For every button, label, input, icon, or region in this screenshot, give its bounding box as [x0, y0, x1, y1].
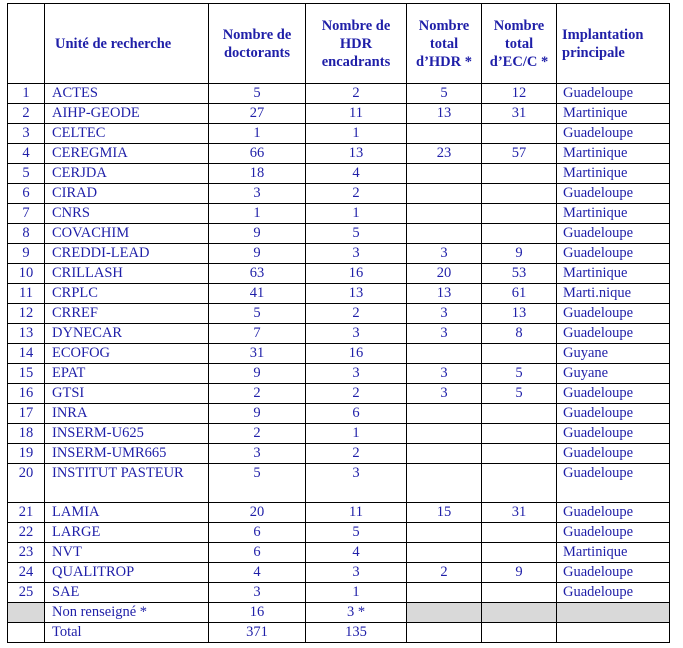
row-total-hdr: 20	[407, 264, 482, 284]
header-doctorants: Nombre de doctorants	[209, 4, 306, 84]
row-unit: ECOFOG	[45, 344, 209, 364]
row-unit: NVT	[45, 543, 209, 563]
row-hdr-encadrants: 11	[306, 104, 407, 124]
row-hdr-encadrants: 4	[306, 164, 407, 184]
row-hdr-encadrants: 16	[306, 264, 407, 284]
summary-row	[8, 603, 670, 623]
row-index: 13	[8, 324, 45, 344]
row-implantation: Guadeloupe	[557, 503, 670, 523]
row-implantation: Martinique	[557, 264, 670, 284]
row-total-ec	[482, 404, 557, 424]
row-total-hdr	[407, 424, 482, 444]
row-implantation: Guadeloupe	[557, 84, 670, 104]
summary-total-ec	[482, 623, 557, 643]
row-implantation: Guadeloupe	[557, 184, 670, 204]
row-doctorants: 20	[209, 503, 306, 523]
row-unit: CRPLC	[45, 284, 209, 304]
row-total-hdr	[407, 344, 482, 364]
table-row	[8, 104, 670, 124]
row-total-hdr: 13	[407, 284, 482, 304]
row-unit: CELTEC	[45, 124, 209, 144]
row-total-hdr: 3	[407, 364, 482, 384]
row-implantation: Martinique	[557, 104, 670, 124]
header-row	[8, 4, 670, 84]
row-implantation: Guyane	[557, 344, 670, 364]
row-doctorants: 9	[209, 244, 306, 264]
row-hdr-encadrants: 3	[306, 464, 407, 503]
summary-hdr-encadrants: 3 *	[306, 603, 407, 623]
row-implantation: Guadeloupe	[557, 304, 670, 324]
row-index: 16	[8, 384, 45, 404]
row-implantation: Martinique	[557, 144, 670, 164]
row-doctorants: 2	[209, 384, 306, 404]
row-hdr-encadrants: 2	[306, 184, 407, 204]
row-total-ec	[482, 164, 557, 184]
row-total-ec	[482, 543, 557, 563]
row-doctorants: 5	[209, 84, 306, 104]
row-implantation: Guyane	[557, 364, 670, 384]
table-row	[8, 384, 670, 404]
header-total-hdr: Nombre total d’HDR *	[407, 4, 482, 84]
row-index: 4	[8, 144, 45, 164]
row-index: 2	[8, 104, 45, 124]
row-implantation: Guadeloupe	[557, 224, 670, 244]
table-row	[8, 464, 670, 503]
row-hdr-encadrants: 6	[306, 404, 407, 424]
row-index: 18	[8, 424, 45, 444]
table-row	[8, 164, 670, 184]
row-total-hdr	[407, 224, 482, 244]
summary-doctorants: 371	[209, 623, 306, 643]
row-total-ec	[482, 204, 557, 224]
row-total-ec: 53	[482, 264, 557, 284]
row-unit: CRILLASH	[45, 264, 209, 284]
row-total-ec: 61	[482, 284, 557, 304]
row-unit: ACTES	[45, 84, 209, 104]
table-row	[8, 324, 670, 344]
row-doctorants: 9	[209, 364, 306, 384]
table-row	[8, 144, 670, 164]
table-row	[8, 184, 670, 204]
row-implantation: Martinique	[557, 164, 670, 184]
row-total-ec	[482, 424, 557, 444]
table-row	[8, 304, 670, 324]
header-unit: Unité de recherche	[45, 4, 209, 84]
table-row	[8, 444, 670, 464]
row-unit: INRA	[45, 404, 209, 424]
row-total-hdr: 15	[407, 503, 482, 523]
row-index: 14	[8, 344, 45, 364]
row-unit: DYNECAR	[45, 324, 209, 344]
header-index	[8, 4, 45, 84]
summary-index	[8, 623, 45, 643]
row-hdr-encadrants: 5	[306, 523, 407, 543]
table-row	[8, 244, 670, 264]
row-total-ec: 13	[482, 304, 557, 324]
table-row	[8, 404, 670, 424]
row-implantation: Guadeloupe	[557, 404, 670, 424]
header-total-ec: Nombre total d’EC/C *	[482, 4, 557, 84]
row-total-hdr	[407, 444, 482, 464]
row-total-hdr: 3	[407, 384, 482, 404]
row-index: 3	[8, 124, 45, 144]
table-row	[8, 523, 670, 543]
row-hdr-encadrants: 1	[306, 124, 407, 144]
row-hdr-encadrants: 13	[306, 144, 407, 164]
row-doctorants: 66	[209, 144, 306, 164]
research-units-table	[7, 3, 670, 643]
row-unit: LAMIA	[45, 503, 209, 523]
row-implantation: Guadeloupe	[557, 523, 670, 543]
row-total-hdr: 13	[407, 104, 482, 124]
row-index: 8	[8, 224, 45, 244]
row-hdr-encadrants: 11	[306, 503, 407, 523]
summary-label: Non renseigné *	[45, 603, 209, 623]
row-implantation: Marti.nique	[557, 284, 670, 304]
row-index: 1	[8, 84, 45, 104]
row-doctorants: 6	[209, 543, 306, 563]
row-total-hdr	[407, 404, 482, 424]
row-unit: INSERM-U625	[45, 424, 209, 444]
row-hdr-encadrants: 5	[306, 224, 407, 244]
row-implantation: Guadeloupe	[557, 244, 670, 264]
summary-row	[8, 623, 670, 643]
summary-implantation	[557, 603, 670, 623]
row-doctorants: 5	[209, 464, 306, 503]
row-total-hdr: 2	[407, 563, 482, 583]
row-index: 10	[8, 264, 45, 284]
row-total-ec: 31	[482, 503, 557, 523]
row-total-hdr	[407, 124, 482, 144]
summary-total-hdr	[407, 623, 482, 643]
summary-implantation	[557, 623, 670, 643]
row-total-ec	[482, 464, 557, 503]
row-total-ec	[482, 583, 557, 603]
summary-index	[8, 603, 45, 623]
row-index: 9	[8, 244, 45, 264]
row-total-ec: 31	[482, 104, 557, 124]
row-total-ec	[482, 444, 557, 464]
table-row	[8, 204, 670, 224]
header-implantation: Implantation principale	[557, 4, 670, 84]
table-row	[8, 424, 670, 444]
row-doctorants: 1	[209, 124, 306, 144]
row-index: 12	[8, 304, 45, 324]
row-unit: CERJDA	[45, 164, 209, 184]
row-doctorants: 31	[209, 344, 306, 364]
row-unit: EPAT	[45, 364, 209, 384]
row-hdr-encadrants: 3	[306, 324, 407, 344]
row-total-hdr	[407, 204, 482, 224]
row-total-hdr	[407, 464, 482, 503]
row-index: 15	[8, 364, 45, 384]
row-index: 7	[8, 204, 45, 224]
research-units-table-container	[7, 3, 670, 643]
row-implantation: Guadeloupe	[557, 324, 670, 344]
row-hdr-encadrants: 4	[306, 543, 407, 563]
header-hdr-encadrants: Nombre de HDR encadrants	[306, 4, 407, 84]
row-doctorants: 9	[209, 404, 306, 424]
row-implantation: Martinique	[557, 543, 670, 563]
row-doctorants: 9	[209, 224, 306, 244]
row-index: 25	[8, 583, 45, 603]
row-total-ec	[482, 184, 557, 204]
row-unit: LARGE	[45, 523, 209, 543]
row-hdr-encadrants: 1	[306, 583, 407, 603]
row-doctorants: 2	[209, 424, 306, 444]
row-unit: CRREF	[45, 304, 209, 324]
row-total-ec: 9	[482, 563, 557, 583]
row-total-ec	[482, 523, 557, 543]
summary-total-ec	[482, 603, 557, 623]
row-index: 21	[8, 503, 45, 523]
row-implantation: Guadeloupe	[557, 384, 670, 404]
row-hdr-encadrants: 3	[306, 563, 407, 583]
row-doctorants: 5	[209, 304, 306, 324]
row-unit: CREDDI-LEAD	[45, 244, 209, 264]
row-total-ec: 9	[482, 244, 557, 264]
row-total-hdr: 5	[407, 84, 482, 104]
row-unit: CEREGMIA	[45, 144, 209, 164]
row-unit: INSERM-UMR665	[45, 444, 209, 464]
table-row	[8, 84, 670, 104]
row-total-ec	[482, 124, 557, 144]
row-doctorants: 3	[209, 184, 306, 204]
row-unit: GTSI	[45, 384, 209, 404]
table-row	[8, 364, 670, 384]
row-doctorants: 3	[209, 444, 306, 464]
row-hdr-encadrants: 2	[306, 444, 407, 464]
row-implantation: Guadeloupe	[557, 464, 670, 503]
table-row	[8, 124, 670, 144]
row-index: 22	[8, 523, 45, 543]
row-doctorants: 63	[209, 264, 306, 284]
table-body	[8, 84, 670, 643]
row-total-ec: 5	[482, 384, 557, 404]
row-unit: AIHP-GEODE	[45, 104, 209, 124]
row-implantation: Guadeloupe	[557, 583, 670, 603]
row-index: 19	[8, 444, 45, 464]
row-unit: INSTITUT PASTEUR	[45, 464, 209, 503]
row-doctorants: 1	[209, 204, 306, 224]
row-doctorants: 27	[209, 104, 306, 124]
row-total-hdr	[407, 523, 482, 543]
row-index: 20	[8, 464, 45, 503]
row-total-ec: 12	[482, 84, 557, 104]
row-total-hdr	[407, 583, 482, 603]
row-index: 6	[8, 184, 45, 204]
row-hdr-encadrants: 13	[306, 284, 407, 304]
row-implantation: Guadeloupe	[557, 124, 670, 144]
row-implantation: Guadeloupe	[557, 444, 670, 464]
summary-hdr-encadrants: 135	[306, 623, 407, 643]
row-implantation: Guadeloupe	[557, 563, 670, 583]
row-total-hdr: 3	[407, 244, 482, 264]
table-row	[8, 344, 670, 364]
row-doctorants: 18	[209, 164, 306, 184]
row-doctorants: 41	[209, 284, 306, 304]
row-total-ec: 5	[482, 364, 557, 384]
row-total-hdr: 23	[407, 144, 482, 164]
row-doctorants: 6	[209, 523, 306, 543]
row-total-hdr: 3	[407, 324, 482, 344]
summary-doctorants: 16	[209, 603, 306, 623]
row-total-hdr	[407, 184, 482, 204]
row-total-ec: 8	[482, 324, 557, 344]
row-hdr-encadrants: 16	[306, 344, 407, 364]
row-index: 23	[8, 543, 45, 563]
row-unit: SAE	[45, 583, 209, 603]
row-index: 17	[8, 404, 45, 424]
row-hdr-encadrants: 2	[306, 84, 407, 104]
row-total-ec	[482, 344, 557, 364]
row-index: 11	[8, 284, 45, 304]
row-unit: COVACHIM	[45, 224, 209, 244]
row-doctorants: 3	[209, 583, 306, 603]
table-row	[8, 284, 670, 304]
row-hdr-encadrants: 1	[306, 204, 407, 224]
table-row	[8, 563, 670, 583]
row-total-hdr	[407, 543, 482, 563]
row-total-hdr: 3	[407, 304, 482, 324]
row-unit: CNRS	[45, 204, 209, 224]
row-hdr-encadrants: 1	[306, 424, 407, 444]
table-row	[8, 503, 670, 523]
row-doctorants: 4	[209, 563, 306, 583]
row-doctorants: 7	[209, 324, 306, 344]
row-index: 5	[8, 164, 45, 184]
table-row	[8, 543, 670, 563]
row-unit: CIRAD	[45, 184, 209, 204]
row-total-ec	[482, 224, 557, 244]
summary-label: Total	[45, 623, 209, 643]
table-row	[8, 224, 670, 244]
row-implantation: Martinique	[557, 204, 670, 224]
row-hdr-encadrants: 2	[306, 304, 407, 324]
row-unit: QUALITROP	[45, 563, 209, 583]
table-row	[8, 583, 670, 603]
row-hdr-encadrants: 2	[306, 384, 407, 404]
row-index: 24	[8, 563, 45, 583]
row-implantation: Guadeloupe	[557, 424, 670, 444]
row-total-hdr	[407, 164, 482, 184]
summary-total-hdr	[407, 603, 482, 623]
row-hdr-encadrants: 3	[306, 364, 407, 384]
row-total-ec: 57	[482, 144, 557, 164]
row-hdr-encadrants: 3	[306, 244, 407, 264]
table-row	[8, 264, 670, 284]
